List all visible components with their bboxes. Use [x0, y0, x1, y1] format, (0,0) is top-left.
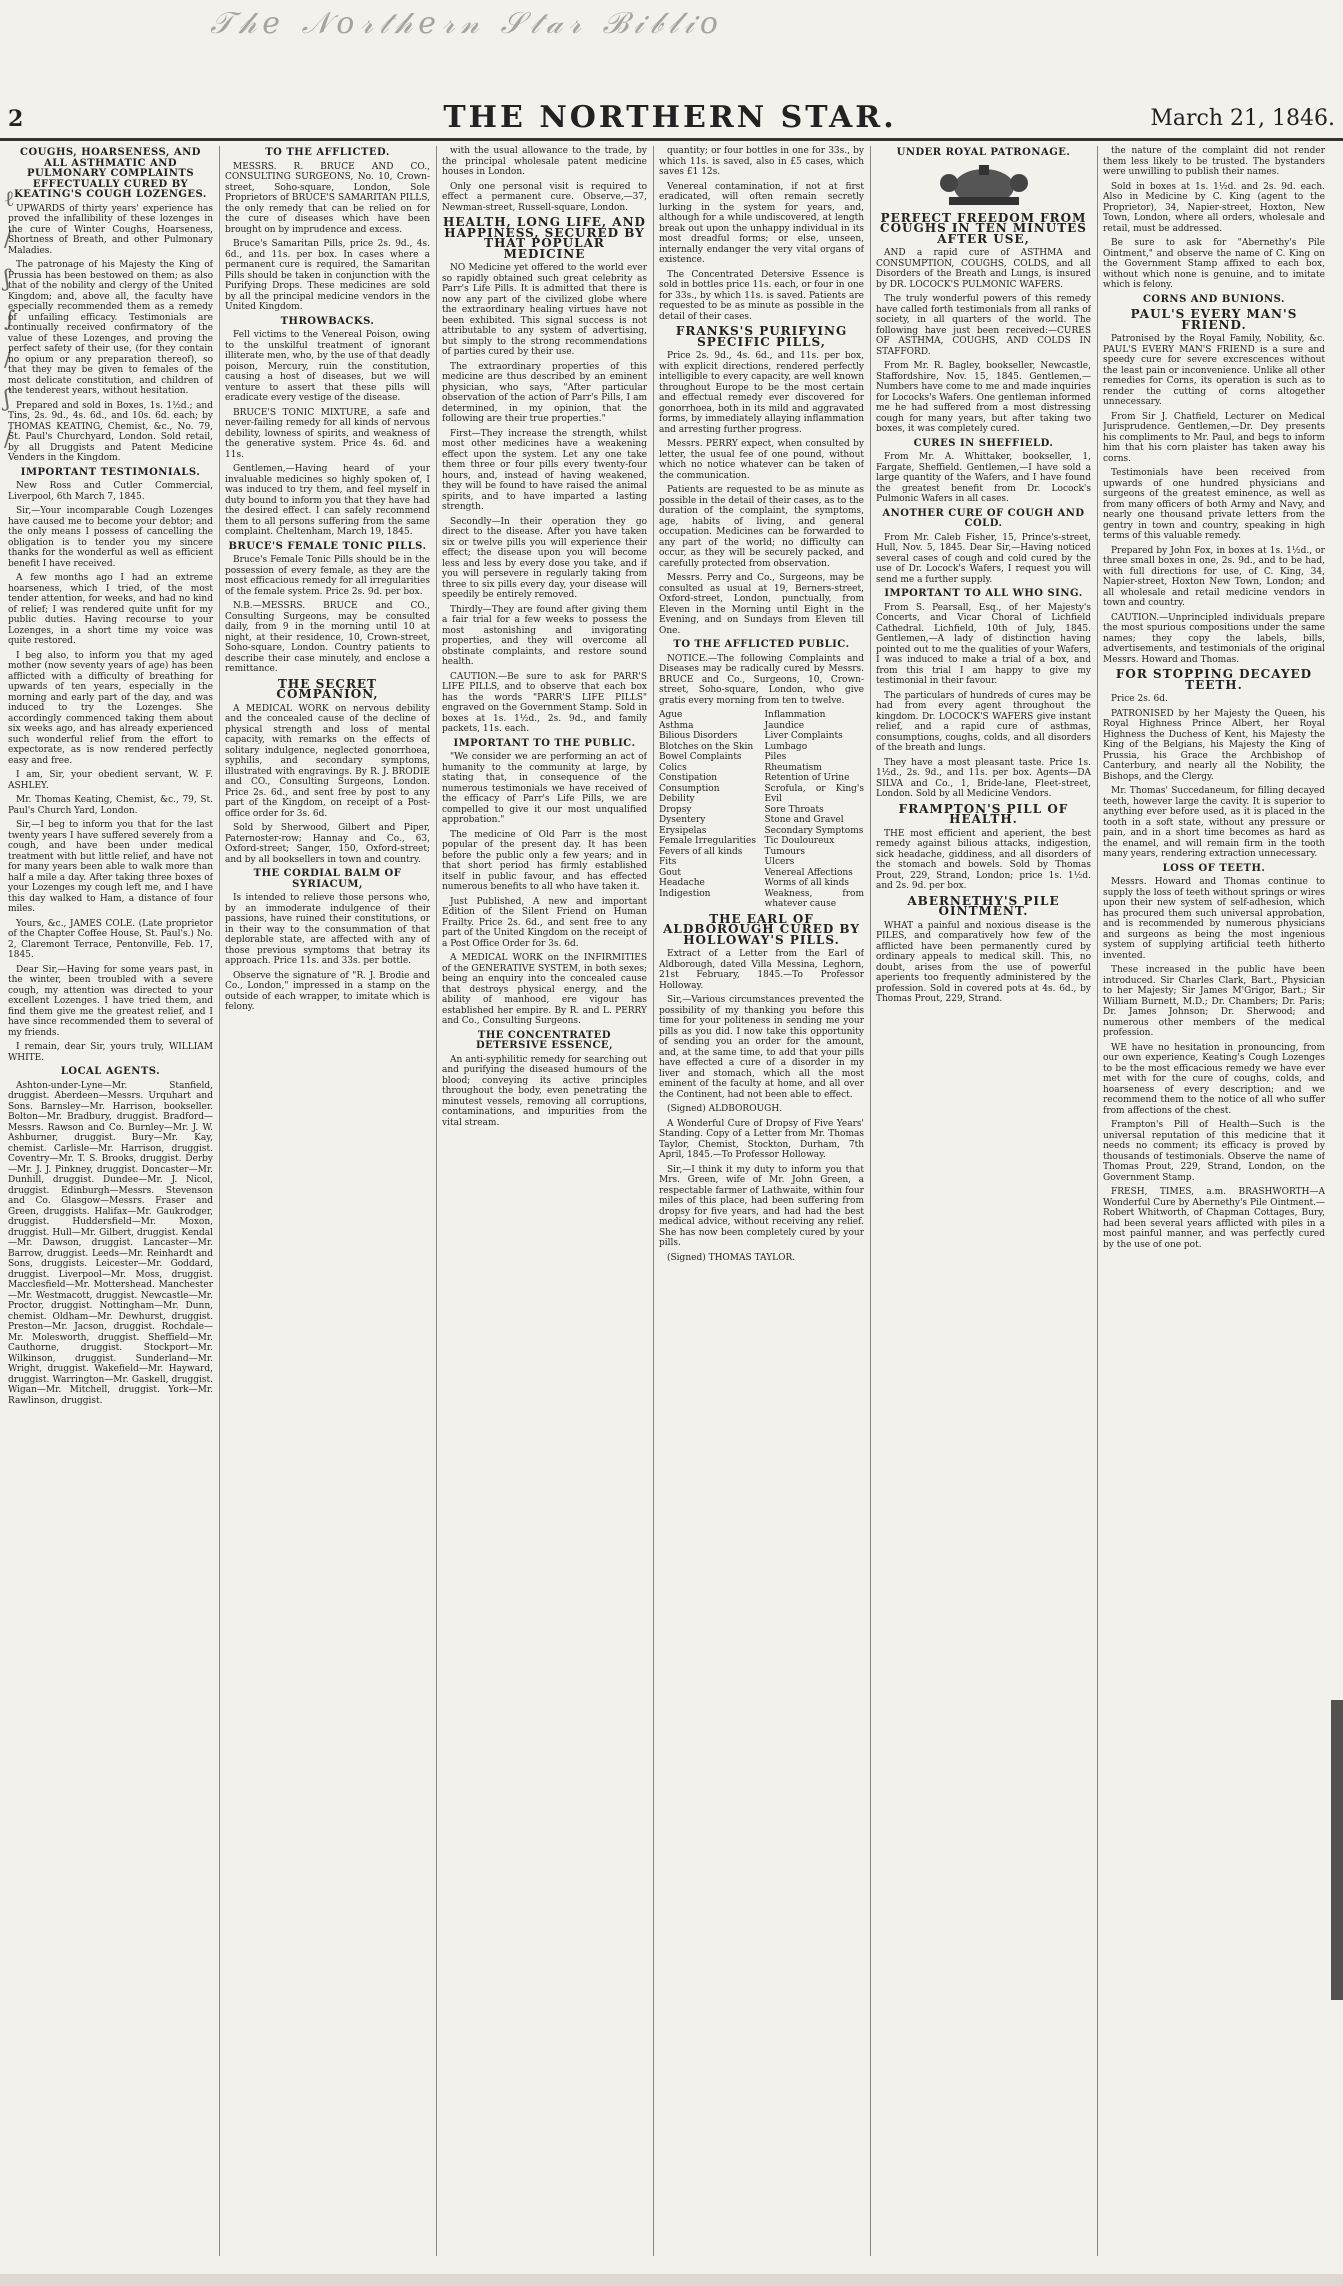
article-paragraph: Sold by Sherwood, Gilbert and Piper, Paternoster-row; Hannay and Co., 63, Oxford-street; Sanger, 150, Oxford-street; and by all booksellers in town and country. — [225, 823, 430, 865]
article-heading: CORNS AND BUNIONS. — [1142, 293, 1286, 305]
article-heading: COUGHS, HOARSENESS, AND ALL ASTHMATIC AND PULMONARY COMPLAINTS EFFECTUALLY CURED BY KEATING'S COUGH LOZENGES. — [14, 147, 207, 200]
article-heading: THROWBACKS. — [280, 315, 375, 327]
article-heading: TO THE AFFLICTED. — [265, 147, 390, 158]
header-rule — [0, 138, 1343, 141]
column-4 — [659, 146, 864, 2250]
article-paragraph: Patronised by the Royal Family, Nobility, &c. PAUL'S EVERY MAN'S FRIEND is a sure and speedy cure for severe excrescences without the least pain or inconvenience. Unlike all other remedies for Corns, its operation is such as to render the cutting of corns altogether unnecessary. — [1103, 334, 1325, 407]
complaint-list-column — [659, 710, 759, 910]
article-paragraph: Prepared and sold in Boxes, 1s. 1½d.; and Tins, 2s. 9d., 4s. 6d., and 10s. 6d. each; by THOMAS KEATING, Chemist, &c., No. 79, St. Paul's Churchyard, London. Sold retail, by all Druggists and Patent Medicine Venders in the Kingdom. — [8, 400, 213, 463]
article-heading: ABERNETHY'S PILE OINTMENT. — [907, 893, 1060, 918]
article-paragraph: Mr. Thomas' Succedaneum, for filling decayed teeth, however large the cavity. It is superior to anything ever before used, as it is placed in the tooth in a soft state, without any pressure or pain, and in a short time becomes as hard as the enamel, and will remain firm in the tooth many years, rendering extraction unnecessary. — [1103, 786, 1325, 859]
article-paragraph: A MEDICAL WORK on nervous debility and the concealed cause of the decline of physical strength and loss of mental capacity, with remarks on the effects of solitary indulgence, neglected gonorrhoea, syphilis, and secondary symptoms, illustrated with engravings. By R. J. BRODIE and CO., Consulting Surgeons, London. Price 2s. 6d., and sent free by post to any part of the Kingdom, on receipt of a Post-office order for 3s. 6d. — [225, 703, 430, 819]
article-paragraph: I beg also, to inform you that my aged mother (now seventy years of age) has been afflicted with a difficulty of breathing for upwards of ten years, especially in the morning and early part of the day, and was induced to try the Lozenges. She accordingly commenced taking them about six weeks ago, and has already experienced such wonderful relief from the effort to expectorate, as is now rendered perfectly easy and free. — [8, 650, 213, 766]
complaint-list-item: Asthma — [659, 720, 694, 731]
article-paragraph: Thirdly—They are found after giving them a fair trial for a few weeks to possess the most astonishing and invigorating properties, and they will overcome all obstinate complaints, and restore sound health. — [442, 604, 647, 667]
complaint-list-item: Blotches on the Skin — [659, 741, 754, 752]
complaint-list-item: Ulcers — [764, 857, 795, 867]
article-paragraph: FRESH, TIMES, a.m. BRASHWORTH—A Wonderful Cure by Abernethy's Pile Ointment.—Robert Whitworth, of Chapman Cottages, Bury, had been several years afflicted with piles in a most painful manner, and was perfectly cured by the use of one pot. — [1103, 1187, 1325, 1250]
complaint-list-item: Female Irregularities — [659, 836, 756, 846]
article-paragraph: (Signed) ALDBOROUGH. — [667, 1104, 783, 1114]
article-paragraph: Be sure to ask for "Abernethy's Pile Ointment," and observe the name of C. King on the Government Stamp affixed to each box, without which none is genuine, and to imitate which is felony. — [1103, 238, 1325, 290]
column-divider — [219, 146, 220, 2256]
complaint-list-item: Fevers of all kinds — [659, 846, 743, 857]
article-paragraph: Sold in boxes at 1s. 1½d. and 2s. 9d. each. Also in Medicine by C. King (agent to the Proprietor), 34, Napier-street, Hoxton, New Town, London, where all orders, wholesale and retail, must be addressed. — [1103, 181, 1325, 234]
article-paragraph: The extraordinary properties of this medicine are thus described by an eminent physician, who says, "After particular observation of the action of Parr's Pills, I am determined, in my opinion, that the following are their true properties." — [442, 361, 647, 424]
complaint-list-item: Tumours — [764, 846, 805, 857]
column-6 — [1103, 146, 1325, 2250]
complaint-list-item: Liver Complaints — [764, 731, 843, 741]
article-paragraph: Only one personal visit is required to effect a permanent cure. Observe,—37, Newman-street, Russell-square, London. — [442, 181, 647, 213]
article-heading: IMPORTANT TO THE PUBLIC. — [453, 737, 636, 749]
article-paragraph: An anti-syphilitic remedy for searching out and purifying the diseased humours of the blood; conveying its active principles throughout the body, even penetrating the minutest vessels, removing all corruptions, contaminations, and impurities from the vital stream. — [442, 1054, 647, 1128]
article-paragraph: The truly wonderful powers of this remedy have called forth testimonials from all ranks of society, in all quarters of the world. The following have just been received:—CURES OF ASTHMA, COUGHS, AND COLDS IN STAFFORD. — [876, 294, 1091, 357]
article-paragraph: UPWARDS of thirty years' experience has proved the infallibility of these lozenges in the cure of Winter Coughs, Hoarseness, Shortness of Breath, and other Pulmonary Maladies. — [8, 203, 213, 256]
article-paragraph: Frampton's Pill of Health—Such is the universal reputation of this medicine that it needs no comment; its efficacy is proved by thousands of testimonials. Observe the name of Thomas Prout, 229, Strand, London, on the Government Stamp. — [1103, 1120, 1325, 1183]
article-heading: FRAMPTON'S PILL OF HEALTH. — [898, 801, 1069, 826]
article-paragraph: NO Medicine yet offered to the world ever so rapidly obtained such great celebrity as Parr's Life Pills. It is admitted that there is now any part of the civilized globe where the extraordinary healing virtues have not been exhibited. This signal success is not attributable to any system of advertising, but simply to the strong recommendations of parties cured by their use. — [442, 263, 647, 357]
page-header — [0, 100, 1343, 140]
article-paragraph: quantity; or four bottles in one for 33s., by which 11s. is saved, also in £5 cases, which saves £1 12s. — [659, 146, 864, 177]
article-paragraph: Price 2s. 9d., 4s. 6d., and 11s. per box, with explicit directions, rendered perfectly intelligible to every capacity, are well known throughout Europe to be the most certain and effectual remedy ever discovered for gonorrhoea, both in its mild and aggravated forms, by immediately allaying inflammation and arresting further progress. — [659, 351, 864, 435]
complaint-list-item: Bowel Complaints — [659, 752, 742, 762]
article-paragraph: Messrs. PERRY expect, when consulted by letter, the usual fee of one pound, without which no notice whatever can be taken of the communication. — [659, 439, 864, 481]
article-heading: THE EARL OF ALDBOROUGH CURED BY HOLLOWAY'S PILLS. — [663, 911, 860, 947]
article-heading: THE CORDIAL BALM OF SYRIACUM, — [253, 868, 402, 890]
article-paragraph: I remain, dear Sir, yours truly, WILLIAM WHITE. — [8, 1042, 213, 1063]
article-heading: IMPORTANT TESTIMONIALS. — [20, 466, 201, 478]
royal-arms-engraving — [909, 163, 1059, 209]
article-heading: TO THE AFFLICTED PUBLIC. — [673, 639, 850, 650]
complaint-list-item: Secondary Symptoms — [764, 825, 864, 836]
article-paragraph: Gentlemen,—Having heard of your invaluable medicines so highly spoken of, I was induced to try them, and feel myself in duty bound to inform you that they have had the desired effect. I can safely recommend them to all persons suffering from the same complaint. Cheltenham, March 19, 1845. — [225, 464, 430, 537]
complaint-list-item: Indigestion — [659, 888, 711, 899]
article-paragraph: Bruce's Female Tonic Pills should be in the possession of every female, as they are the most efficacious remedy for all irregularities of the female system. Price 2s. 9d. per box. — [225, 555, 430, 597]
article-heading: UNDER ROYAL PATRONAGE. — [896, 147, 1071, 158]
article-paragraph: From Mr. Caleb Fisher, 15, Prince's-street, Hull, Nov. 5, 1845. Dear Sir,—Having noticed several cases of cough and cold cured by the use of Dr. Locock's Wafers, I request you will send me a further supply. — [876, 532, 1091, 585]
article-paragraph: BRUCE'S TONIC MIXTURE, a safe and never-failing remedy for all kinds of nervous debility, lowness of spirits, and weakness of the generative system. Price 4s. 6d. and 11s. — [225, 407, 430, 460]
issue-date: March 21, 1846. — [1150, 106, 1335, 131]
article-paragraph: Ashton-under-Lyne—Mr. Stanfield, druggist. Aberdeen—Messrs. Urquhart and Sons. Barnsley—Mr. Harrison, bookseller. Bolton—Mr. Bradbury, druggist. Bradford—Messrs. Rawson and Co. Burnley—Mr. J. W. Ashburner, druggist. Bury—Mr. Kay, chemist. Carlisle—Mr. Harrison, druggist. Coventry—Mr. T. S. Brooks, druggist. Derby—Mr. J. J. Pinkney, druggist. Doncaster—Mr. Dunhill, druggist. Dundee—Mr. J. Nicol, druggist. Edinburgh—Messrs. Stevenson and Co. Glasgow—Messrs. Fraser and Green, druggists. Halifax—Mr. Gaukrodger, druggist. Huddersfield—Mr. Moxon, druggist. Hull—Mr. Gilbert, druggist. Kendal—Mr. Dawson, druggist. Lancaster—Mr. Barrow, druggist. Leeds—Mr. Reinhardt and Sons, druggists. Leicester—Mr. Goddard, druggist. Liverpool—Mr. Moss, druggist. Macclesfield—Mr. Mottershead. Manchester—Mr. Westmacott, druggist. Newcastle—Mr. Proctor, druggist. Nottingham—Mr. Dunn, chemist. Oldham—Mr. Dewhurst, druggist. Preston—Mr. Jacson, druggist. Rochdale—Mr. Molesworth, druggist. Sheffield—Mr. Cauthorne, druggist. Stockport—Mr. Wilkinson, druggist. Sunderland—Mr. Wright, druggist. Wakefield—Mr. Hayward, druggist. Warrington—Mr. Gaskell, druggist. Wigan—Mr. Mitchell, druggist. York—Mr. Rawlinson, druggist. — [8, 1080, 213, 1406]
page-edge — [0, 2274, 1343, 2286]
column-2 — [225, 146, 430, 2250]
article-paragraph: MESSRS. R. BRUCE AND CO., CONSULTING SURGEONS, No. 10, Crown-street, Soho-square, London, Sole Proprietors of BRUCE'S SAMARITAN PILLS, the only remedy that can be relied on for the cure of diseases which have been brought on by imprudence and excess. — [225, 161, 430, 235]
complaint-list-item: Ague — [659, 710, 683, 720]
article-heading: PERFECT FREEDOM FROM COUGHS IN TEN MINUTES AFTER USE, — [880, 210, 1087, 246]
article-heading: HEALTH, LONG LIFE, AND HAPPINESS, SECURED BY THAT POPULAR MEDICINE — [443, 215, 646, 261]
complaint-list-item: Venereal Affections — [764, 867, 853, 878]
article-paragraph: Messrs. Howard and Thomas continue to supply the loss of teeth without springs or wires upon their new system of self-adhesion, which has procured them such universal approbation, and is recommended by numerous physicians and surgeons as being the most ingenious system of supplying artificial teeth hitherto invented. — [1103, 877, 1325, 961]
article-paragraph: CAUTION.—Be sure to ask for PARR'S LIFE PILLS, and to observe that each box has the words "PARR'S LIFE PILLS" engraved on the Government Stamp. Sold in boxes at 1s. 1½d., 2s. 9d., and family packets, 11s. each. — [442, 671, 647, 734]
article-paragraph: Sir,—Various circumstances prevented the possibility of my thanking you before this time for your politeness in sending me your pills as you did. I now take this opportunity of sending you an order for the amount, and, at the same time, to add that your pills have effected a cure of a disorder in my liver and stomach, which all the most eminent of the faculty at home, and all over the Continent, had not been able to effect. — [659, 995, 864, 1100]
article-paragraph: Fell victims to the Venereal Poison, owing to the unskilful treatment of ignorant illiterate men, who, by the use of that deadly poison, Mercury, ruin the constitution, causing a host of diseases, but we will venture to assert that these pills will eradicate every vestige of the disease. — [225, 330, 430, 403]
complaint-list-item: Jaundice — [764, 720, 805, 731]
article-paragraph: Patients are requested to be as minute as possible in the detail of their cases, as to the duration of the complaint, the symptoms, age, habits of living, and general occupation. Medicines can be forwarded to any part of the world; no difficulty can occur, as they will be securely packed, and carefully protected from observation. — [659, 485, 864, 569]
complaint-list-item: Dysentery — [659, 815, 706, 825]
complaint-list-item: Stone and Gravel — [764, 815, 844, 825]
article-paragraph: These increased in the public have been introduced. Sir Charles Clark, Bart., Physician to her Majesty; Sir James M'Grigor, Bart.; Sir William Burnett, M.D.; Dr. Chambers; Dr. Paris; Dr. James Johnson; Dr. Sherwood; and numerous other members of the medical profession. — [1103, 965, 1325, 1038]
article-paragraph: New Ross and Cutler Commercial, Liverpool, 6th March 7, 1845. — [8, 481, 213, 502]
article-heading: BRUCE'S FEMALE TONIC PILLS. — [228, 540, 427, 552]
article-paragraph: From Mr. A. Whittaker, bookseller, 1, Fargate, Sheffield. Gentlemen,—I have sold a large quantity of the Wafers, and I have found the greatest benefit from Dr. Locock's Pulmonic Wafers in all cases. — [876, 452, 1091, 504]
complaint-list-item: Headache — [659, 878, 705, 888]
complaint-list-item: Erysipelas — [659, 825, 707, 836]
article-paragraph: "We consider we are performing an act of humanity to the community at large, by stating that, in consequence of the numerous testimonials we have received of the efficacy of Parr's Life Pills, we are compelled to give it our most unqualified approbation." — [442, 752, 647, 825]
article-paragraph: From Mr. R. Bagley, bookseller, Newcastle, Staffordshire, Nov. 15, 1845. Gentlemen,—Numbers have come to me and made inquiries for Lococks's Wafers. One gentleman informed me he had suffered from a most distressing cough for many years, but after taking two boxes, it was completely cured. — [876, 361, 1091, 434]
margin-pencil-marks: ℓ / ʃ ∫ / ʃ / — [4, 187, 16, 452]
article-paragraph: Secondly—In their operation they go direct to the disease. After you have taken six or twelve pills you will experience their effect; the disease upon you will become less and less by every dose you take, and if you will persevere in regularly taking from three to six pills every day, your disease will speedily be entirely removed. — [442, 516, 647, 600]
article-paragraph: A few months ago I had an extreme hoarseness, which I tried, of the most tender attention, for weeks, and had no kind of relief; I was rendered quite unfit for my public duties. Having recourse to your Lozenges, in a short time my voice was quite restored. — [8, 573, 213, 646]
article-paragraph: Dear Sir,—Having for some years past, in the winter, been troubled with a severe cough, my attention was directed to your excellent Lozenges. I have tried them, and find them give me the greatest relief, and I have since recommended them to several of my friends. — [8, 964, 213, 1038]
article-paragraph: From S. Pearsall, Esq., of her Majesty's Concerts, and Vicar Choral of Lichfield Cathedral. Lichfield, 10th of July, 1845. Gentlemen,—A lady of distinction having pointed out to me the qualities of your Wafers, I was induced to make a trial of a box, and from this trial I am happy to give my testimonial in their favour. — [876, 602, 1091, 686]
column-5 — [876, 146, 1091, 2250]
column-divider — [870, 146, 871, 2256]
article-paragraph: AND a rapid cure of ASTHMA and CONSUMPTION, COUGHS, COLDS, and all Disorders of the Breath and Lungs, is insured by DR. LOCOCK'S PULMONIC WAFERS. — [876, 248, 1091, 290]
article-heading: IMPORTANT TO ALL WHO SING. — [884, 588, 1083, 599]
article-paragraph: Observe the signature of "R. J. Brodie and Co., London," impressed in a stamp on the outside of each wrapper, to imitate which is felony. — [225, 970, 430, 1012]
article-heading: ANOTHER CURE OF COUGH AND COLD. — [882, 507, 1085, 529]
complaint-list-item: Weakness, from whatever cause — [764, 888, 864, 909]
article-paragraph: N.B.—MESSRS. BRUCE and CO., Consulting Surgeons, may be consulted daily, from 9 in the morning until 10 at night, at their residence, 10, Crown-street, Soho-square, London. Country patients to describe their case minutely, and enclose a remittance. — [225, 601, 430, 674]
article-paragraph: Is intended to relieve those persons who, by an immoderate indulgence of their passions, have ruined their constitutions, or in their way to the consummation of that deplorable state, are affected with any of those previous symptoms that betray its approach. Price 11s. and 33s. per bottle. — [225, 893, 430, 966]
binding-shadow — [1331, 1700, 1343, 2000]
article-paragraph: Price 2s. 6d. — [1111, 694, 1168, 704]
article-paragraph: I am, Sir, your obedient servant, W. F. ASHLEY. — [8, 770, 213, 791]
article-paragraph: From Sir J. Chatfield, Lecturer on Medical Jurisprudence. Gentlemen,—Dr. Dey presents his compliments to Mr. Paul, and begs to inform him that his corn plaister has taken away his corns. — [1103, 411, 1325, 464]
complaint-list-item: Retention of Urine — [764, 773, 850, 783]
article-paragraph: The particulars of hundreds of cures may be had from every agent throughout the kingdom. Dr. LOCOCK'S WAFERS give instant relief, and a rapid cure of asthmas, consumptions, coughs, colds, and all disorders of the breath and lungs. — [876, 690, 1091, 753]
article-paragraph: PATRONISED by her Majesty the Queen, his Royal Highness Prince Albert, her Royal Highness the Duchess of Kent, his Majesty the King of the Belgians, his Majesty the King of Prussia, his Grace the Archbishop of Canterbury, and nearly all the Nobility, the Bishops, and the Clergy. — [1103, 708, 1325, 782]
column-divider — [1097, 146, 1098, 2256]
article-paragraph: the nature of the complaint did not render them less likely to be trusted. The bystanders were unwilling to publish their names. — [1103, 146, 1325, 177]
column-divider — [436, 146, 437, 2256]
article-paragraph: Sir,—Your incomparable Cough Lozenges have caused me to become your debtor; and the only means I possess of cancelling the obligation is to tender you my sincere thanks for the wonderful as well as efficient benefit I have received. — [8, 506, 213, 569]
complaint-list-item: Fits — [659, 857, 677, 867]
article-paragraph: Extract of a Letter from the Earl of Aldborough, dated Villa Messina, Leghorn, 21st February, 1845.—To Professor Holloway. — [659, 949, 864, 991]
article-heading: LOCAL AGENTS. — [60, 1066, 161, 1077]
column-divider — [653, 146, 654, 2256]
complaint-list-item: Worms of all kinds — [764, 878, 849, 888]
complaint-list-item: Constipation — [659, 773, 718, 783]
complaint-list-item: Debility — [659, 794, 695, 804]
complaint-list-item: Gout — [659, 867, 682, 878]
complaint-list-item: Dropsy — [659, 804, 692, 815]
complaint-list-item: Bilious Disorders — [659, 731, 738, 741]
article-paragraph: Sir,—I think it my duty to inform you that Mrs. Green, wife of Mr. John Green, a respectable farmer of Lathwaite, within four miles of this place, had been suffering from dropsy for five years, and had had the best medical advice, without receiving any relief. She has now been completely cured by your pills. — [659, 1164, 864, 1248]
article-paragraph: Venereal contamination, if not at first eradicated, will often remain secretly lurking in the system for years, and, although for a while undiscovered, at length break out upon the unhappy individual in its most dreadful forms; or else, unseen, internally endanger the very vital organs of existence. — [659, 181, 864, 265]
article-paragraph: Mr. Thomas Keating, Chemist, &c., 79, St. Paul's Church Yard, London. — [8, 795, 213, 816]
article-paragraph: Just Published, A new and important Edition of the Silent Friend on Human Frailty. Price 2s. 6d., and sent free to any part of the United Kingdom on the receipt of a Post Office Order for 3s. 6d. — [442, 896, 647, 949]
article-paragraph: The Concentrated Detersive Essence is sold in bottles price 11s. each, or four in one for 33s., by which 11s. is saved. Patients are requested to be as minute as possible in the detail of their cases. — [659, 269, 864, 322]
complaint-list-item: Rheumatism — [764, 762, 822, 773]
complaint-list-column — [765, 710, 865, 910]
article-paragraph: They have a most pleasant taste. Price 1s. 1½d., 2s. 9d., and 11s. per box. Agents—DA SILVA and Co., 1, Bride-lane, Fleet-street, London. Sold by all Medicine Vendors. — [876, 757, 1091, 799]
article-heading: THE CONCENTRATED DETERSIVE ESSENCE, — [475, 1029, 614, 1051]
complaint-list-item: Consumption — [659, 783, 720, 794]
column-1 — [8, 146, 213, 2250]
article-heading: LOSS OF TEETH. — [1162, 862, 1266, 874]
article-heading: FOR STOPPING DECAYED TEETH. — [1115, 667, 1313, 692]
complaint-list-item: Tic Douloureux — [764, 836, 835, 846]
article-paragraph: A MEDICAL WORK on the INFIRMITIES of the GENERATIVE SYSTEM, in both sexes; being an enquiry into the concealed cause that destroys physical energy, and the ability of manhood, ere vigour has established her empire. By R. and L. PERRY and Co., Consulting Surgeons. — [442, 953, 647, 1026]
article-paragraph: Testimonials have been received from upwards of one hundred physicians and surgeons of the greatest eminence, as well as from many officers of both Army and Navy, and nearly one thousand private letters from the gentry in town and country, speaking in high terms of this valuable remedy. — [1103, 468, 1325, 541]
article-paragraph: A Wonderful Cure of Dropsy of Five Years' Standing. Copy of a Letter from Mr. Thomas Taylor, Chemist, Stockton, Durham, 7th April, 1845.—To Professor Holloway. — [659, 1118, 864, 1160]
masthead-title: THE NORTHERN STAR. — [443, 100, 897, 135]
article-paragraph: with the usual allowance to the trade, by the principal wholesale patent medicine houses in London. — [442, 146, 647, 177]
article-paragraph: Prepared by John Fox, in boxes at 1s. 1½d., or three small boxes in one, 2s. 9d., and to be had, with full directions for use, of C. King, 34, Napier-street, Hoxton New Town, London; and all wholesale and retail medicine vendors in town and country. — [1103, 545, 1325, 608]
article-paragraph: Messrs. Perry and Co., Surgeons, may be consulted as usual at 19, Berners-street, Oxford-street, London, punctually, from Eleven in the Morning until Eight in the Evening, and on Sundays from Eleven till One. — [659, 573, 864, 636]
handwritten-annotation: 𝒯𝒽𝑒 𝒩𝑜𝓇𝓉𝒽𝑒𝓇𝓃 𝒮𝓉𝒶𝓇 ℬ𝒾𝒷𝓁𝒾𝑜 — [210, 6, 724, 41]
complaint-list-item: Piles — [764, 752, 787, 762]
article-paragraph: NOTICE.—The following Complaints and Diseases may be radically cured by Messrs. BRUCE and Co., Surgeons, 10, Crown-street, Soho-square, London, who give gratis every morning from ten to twelve. — [659, 653, 864, 706]
complaint-list-item: Lumbago — [764, 741, 808, 752]
article-paragraph: WE have no hesitation in pronouncing, from our own experience, Keating's Cough Lozenges to be the most efficacious remedy we have ever met with for the cure of coughs, colds, and hoarseness of every description; and we recommend them to the notice of all who suffer from affections of the chest. — [1103, 1042, 1325, 1116]
column-3 — [442, 146, 647, 2250]
complaint-list-item: Scrofula, or King's Evil — [764, 783, 864, 804]
page-number: 2 — [8, 106, 24, 132]
article-paragraph: First—They increase the strength, whilst most other medicines have a weakening effect upon the system. Let any one take them three or four pills every twenty-four hours, and, instead of having weakened, they will be found to have raised the animal spirits, and to have imparted a lasting strength. — [442, 428, 647, 512]
article-heading: PAUL'S EVERY MAN'S FRIEND. — [1130, 307, 1298, 332]
article-paragraph: Bruce's Samaritan Pills, price 2s. 9d., 4s. 6d., and 11s. per box. In cases where a permanent cure is required, the Samaritan Pills should be taken in conjunction with the Purifying Drops. These medicines are sold by all the principal medicine vendors in the United Kingdom. — [225, 239, 430, 312]
complaint-list-item: Inflammation — [764, 710, 826, 720]
article-paragraph: WHAT a painful and noxious disease is the PILES, and comparatively how few of the afflicted have been permanently cured by ordinary appeals to medical skill. This, no doubt, arises from the use of powerful aperients too frequently administered by the profession. Sold in covered pots at 4s. 6d., by Thomas Prout, 229, Strand. — [876, 920, 1091, 1004]
article-paragraph: THE most efficient and aperient, the best remedy against bilious attacks, indigestion, sick headache, giddiness, and all disorders of the stomach and bowels. Sold by Thomas Prout, 229, Strand, London; price 1s. 1½d. and 2s. 9d. per box. — [876, 828, 1091, 891]
article-heading: THE SECRET COMPANION, — [276, 676, 379, 701]
article-paragraph: (Signed) THOMAS TAYLOR. — [667, 1252, 796, 1263]
article-heading: FRANKS'S PURIFYING SPECIFIC PILLS, — [675, 324, 848, 349]
complaint-list-item: Colics — [659, 762, 687, 773]
article-paragraph: The patronage of his Majesty the King of Prussia has been bestowed on them; as also that of the nobility and clergy of the United Kingdom; and, above all, the faculty have especially recommended them as a remedy of unfailing efficacy. Testimonials are continually received confirmatory of the value of these Lozenges, and proving the perfect safety of their use, (for they contain no opium or any preparation thereof), so that they may be given to females of the most delicate constitution, and children of the tenderest years, without hesitation. — [8, 260, 213, 396]
article-paragraph: Yours, &c., JAMES COLE. (Late proprietor of the Chapter Coffee House, St. Paul's.) No. 2, Claremont Terrace, Pentonville, Feb. 17, 1845. — [8, 918, 213, 960]
article-paragraph: The medicine of Old Parr is the most popular of the present day. It has been before the public only a few years; and in that short period has firmly established itself in public favour, and has effected numerous benefits to all who have taken it. — [442, 829, 647, 892]
article-paragraph: Sir,—I beg to inform you that for the last twenty years I have suffered severely from a cough, and have been under medical treatment with but little relief, and have not for many years been able to walk more than half a mile a day. After taking three boxes of your Lozenges my cough left me, and I have this day walked to Ham, a distance of four miles. — [8, 820, 213, 914]
complaint-list-item: Sore Throats — [764, 804, 824, 815]
complaint-list — [659, 710, 864, 910]
article-heading: CURES IN SHEFFIELD. — [913, 437, 1054, 449]
article-paragraph: CAUTION.—Unprincipled individuals prepare the most spurious compositions under the same names; they copy the labels, bills, advertisements, and testimonials of the original Messrs. Howard and Thomas. — [1103, 612, 1325, 665]
